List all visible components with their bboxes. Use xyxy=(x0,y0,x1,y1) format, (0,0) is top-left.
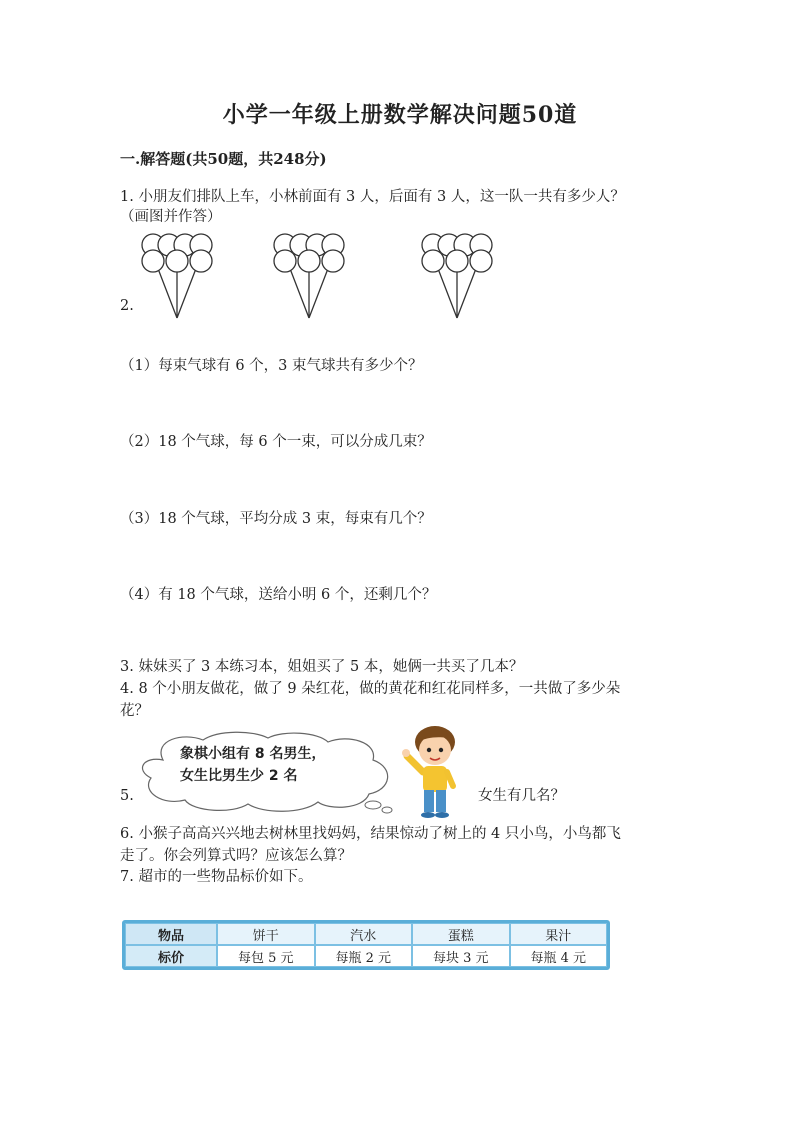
table-cell: 物品 xyxy=(125,923,217,945)
question-5-number: 5. xyxy=(120,788,134,804)
table-cell: 果汁 xyxy=(510,923,608,945)
question-2-sub-4: （4）有 18 个气球，送给小明 6 个，还剩几个？ xyxy=(120,587,437,603)
question-2-sub-2: （2）18 个气球，每 6 个一束，可以分成几束？ xyxy=(120,434,432,450)
balloon-bunch xyxy=(142,234,212,318)
question-7: 7. 超市的一些物品标价如下。 xyxy=(120,869,313,885)
question-1-line2: （画图并作答） xyxy=(120,209,222,225)
speech-bubble-text xyxy=(180,743,326,787)
question-6-line1: 6. 小猴子高高兴兴地去树林里找妈妈，结果惊动了树上的 4 只小鸟，小鸟都飞 xyxy=(120,826,621,842)
balloon-bunch xyxy=(422,234,492,318)
question-2-sub-3: （3）18 个气球，平均分成 3 束，每束有几个？ xyxy=(120,511,432,527)
table-row xyxy=(125,945,607,967)
boy-cartoon-icon xyxy=(395,722,475,822)
table-cell: 蛋糕 xyxy=(412,923,510,945)
table-cell: 汽水 xyxy=(315,923,413,945)
question-1 xyxy=(120,186,625,228)
question-4-line1: 4. 8 个小朋友做花，做了 9 朵红花，做的黄花和红花同样多，一共做了多少朵 xyxy=(120,681,621,697)
section-heading: 一.解答题(共50题，共248分) xyxy=(120,150,327,168)
table-cell: 每包 5 元 xyxy=(217,945,315,967)
table-cell: 每瓶 4 元 xyxy=(510,945,608,967)
table-cell: 饼干 xyxy=(217,923,315,945)
question-4 xyxy=(120,678,620,722)
question-5-question: 女生有几名？ xyxy=(478,788,565,804)
question-2-number: 2. xyxy=(120,298,134,314)
balloon-bunch xyxy=(274,234,344,318)
question-3: 3. 妹妹买了 3 本练习本，姐姐买了 5 本，她俩一共买了几本？ xyxy=(120,659,524,675)
page-title: 小学一年级上册数学解决问题50道 xyxy=(222,102,578,128)
bubble-line-2: 女生比男生少 2 名 xyxy=(180,768,298,784)
question-2-sub-1: （1）每束气球有 6 个，3 束气球共有多少个？ xyxy=(120,358,423,374)
question-6-line2: 走了。你会列算式吗？应该怎么算？ xyxy=(120,848,352,864)
bubble-line-1: 象棋小组有 8 名男生， xyxy=(180,746,326,762)
question-6 xyxy=(120,823,621,867)
table-cell: 每块 3 元 xyxy=(412,945,510,967)
table-cell: 标价 xyxy=(125,945,217,967)
question-1-line1: 1. 小朋友们排队上车，小林前面有 3 人，后面有 3 人，这一队一共有多少人？ xyxy=(120,189,625,205)
price-table xyxy=(122,920,610,970)
balloon-bunches-illustration xyxy=(135,228,635,328)
table-row xyxy=(125,923,607,945)
table-cell: 每瓶 2 元 xyxy=(315,945,413,967)
question-4-line2: 花？ xyxy=(120,703,149,719)
